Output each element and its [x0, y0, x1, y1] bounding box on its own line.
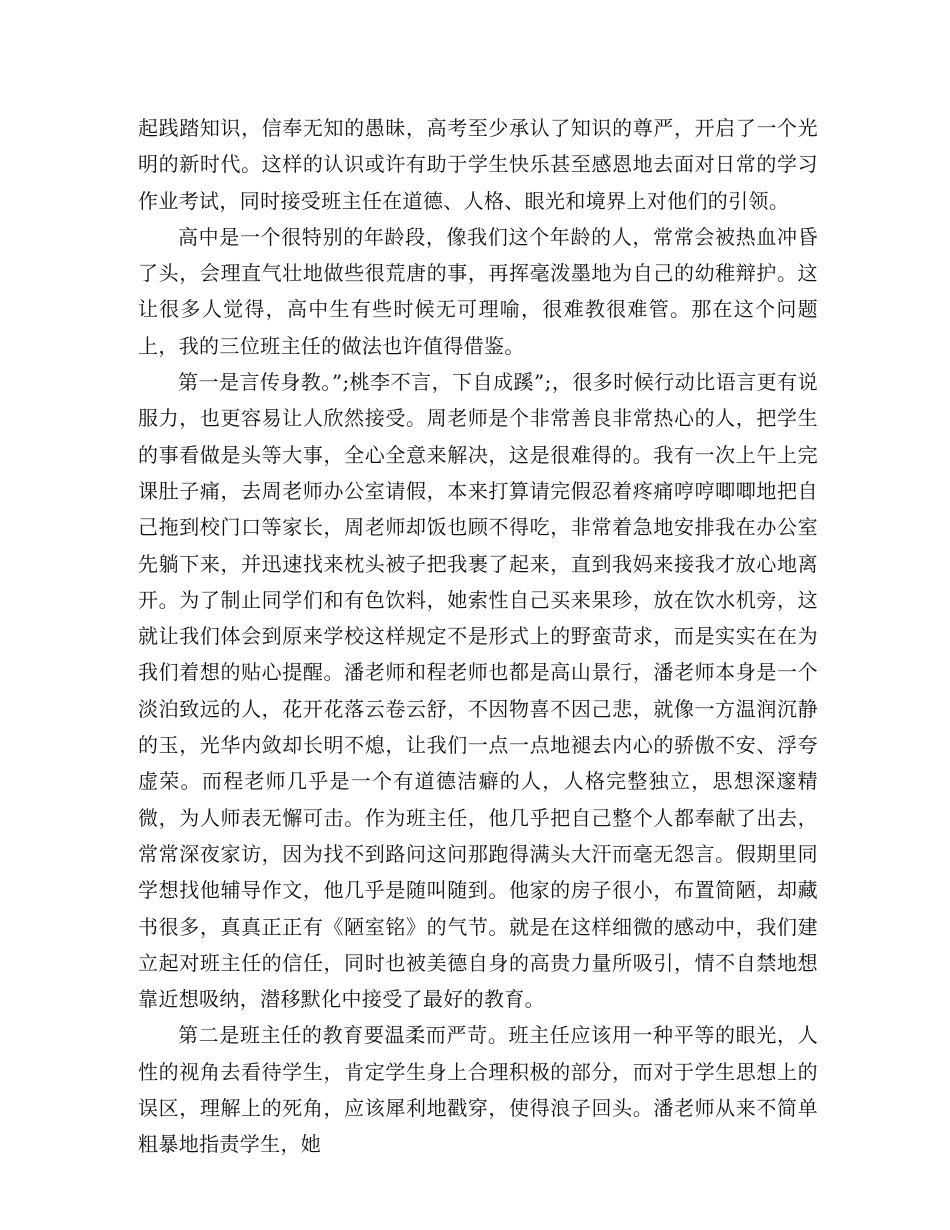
paragraph-2: 高中是一个很特别的年龄段，像我们这个年龄的人，常常会被热血冲昏了头，会理直气壮地做些很荒唐的事，再挥毫泼墨地为自己的幼稚辩护。这让很多人觉得，高中生有些时候无可理喻，很难教很难管。那在这个问题上，我的三位班主任的做法也许值得借鉴。	[138, 224, 818, 358]
paragraph-1: 起践踏知识，信奉无知的愚昧，高考至少承认了知识的尊严，开启了一个光明的新时代。这样的认识或许有助于学生快乐甚至感恩地去面对日常的学习作业考试，同时接受班主任在道德、人格、眼光和境界上对他们的引领。	[138, 116, 818, 213]
paragraph-4: 第二是班主任的教育要温柔而严苛。班主任应该用一种平等的眼光，人性的视角去看待学生，肯定学生身上合理积极的部分，而对于学生思想上的误区，理解上的死角，应该犀利地戳穿，使得浪子回头。潘老师从来不简单粗暴地指责学生，她	[138, 1023, 818, 1157]
document-body	[138, 110, 818, 1163]
paragraph-3: 第一是言传身教。”;桃李不言，下自成蹊”;，很多时候行动比语言更有说服力，也更容易让人欣然接受。周老师是个非常善良非常热心的人，把学生的事看做是头等大事，全心全意来解决，这是很难得的。我有一次上午上完课肚子痛，去周老师办公室请假，本来打算请完假忍着疼痛哼哼唧唧地把自己拖到校门口等家长，周老师却饭也顾不得吃，非常着急地安排我在办公室先躺下来，并迅速找来枕头被子把我裹了起来，直到我妈来接我才放心地离开。为了制止同学们和有色饮料，她索性自己买来果珍，放在饮水机旁，这就让我们体会到原来学校这样规定不是形式上的野蛮苛求，而是实实在在为我们着想的贴心提醒。潘老师和程老师也都是高山景行，潘老师本身是一个淡泊致远的人，花开花落云卷云舒，不因物喜不因己悲，就像一方温润沉静的玉，光华内敛却长明不熄，让我们一点一点地褪去内心的骄傲不安、浮夸虚荣。而程老师几乎是一个有道德洁癖的人，人格完整独立，思想深邃精微，为人师表无懈可击。作为班主任，他几乎把自己整个人都奉献了出去，常常深夜家访，因为找不到路问这问那跑得满头大汗而毫无怨言。假期里同学想找他辅导作文，他几乎是随叫随到。他家的房子很小，布置简陋，却藏书很多，真真正正有《陋室铭》的气节。就是在这样细微的感动中，我们建立起对班主任的信任，同时也被美德自身的高贵力量所吸引，情不自禁地想靠近想吸纳，潜移默化中接受了最好的教育。	[138, 370, 818, 1012]
